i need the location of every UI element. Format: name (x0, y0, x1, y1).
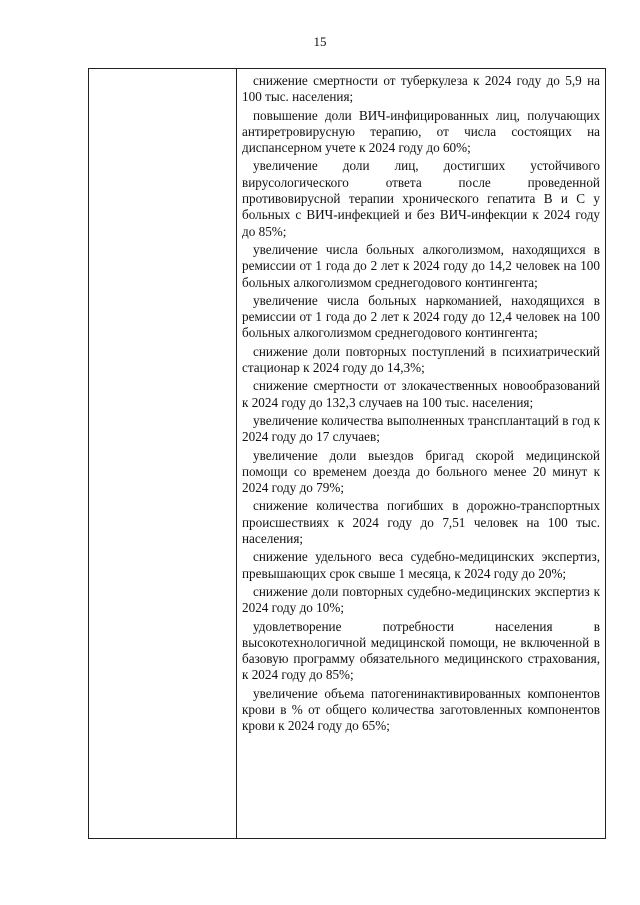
list-item: увеличение числа больных алкоголизмом, находящихся в ремиссии от 1 года до 2 лет к 2024 году до 14,2 человек на 100 больных алкоголизмом среднегодового контингента; (242, 241, 600, 290)
list-item: снижение доли повторных судебно-медицинских экспертиз к 2024 году до 10%; (242, 583, 600, 616)
list-item: снижение удельного веса судебно-медицинских экспертиз, превышающих срок свыше 1 месяца, к 2024 году до 20%; (242, 549, 600, 581)
list-item: увеличение объема патогенинактивированных компонентов крови в % от общего количества заготовленных компонентов крови к 2024 году до 65%; (242, 685, 600, 734)
list-item: повышение доли ВИЧ-инфицированных лиц, получающих антиретровирусную терапию, от числа состоящих на диспансерном учете к 2024 году до 60%; (242, 107, 600, 156)
list-item: увеличение доли лиц, достигших устойчивого вирусологического ответа после проведенной противовирусной терапии хронического гепатита В и С у больных с ВИЧ-инфекцией и без ВИЧ-инфекции к 2024 году до 85%; (242, 158, 600, 239)
list-item: увеличение количества выполненных трансплантаций в год к 2024 году до 17 случаев; (242, 412, 600, 445)
list-item: снижение смертности от туберкулеза к 2024 году до 5,9 на 100 тыс. населения; (242, 73, 600, 105)
list-item: увеличение числа больных наркоманией, находящихся в ремиссии от 1 года до 2 лет к 2024 году до 12,4 человек на 100 больных алкоголизмом среднегодового контингента; (242, 292, 600, 341)
list-item: снижение смертности от злокачественных новообразований к 2024 году до 132,3 случаев на 100 тыс. населения; (242, 378, 600, 410)
list-item: снижение количества погибших в дорожно-транспортных происшествиях к 2024 году до 7,51 человек на 100 тыс. населения; (242, 498, 600, 547)
page-number: 15 (313, 34, 327, 49)
document-table (88, 68, 606, 839)
list-item: увеличение доли выездов бригад скорой медицинской помощи со временем доезда до больного менее 20 минут к 2024 году до 79%; (242, 447, 600, 496)
list-item: удовлетворение потребности населения в высокотехнологичной медицинской помощи, не включенной в базовую программу обязательного медицинского страхования, к 2024 году до 85%; (242, 618, 600, 683)
list-item: снижение доли повторных поступлений в психиатрический стационар к 2024 году до 14,3%; (242, 343, 600, 376)
table-right-cell (237, 69, 605, 838)
table-left-cell (89, 69, 237, 838)
